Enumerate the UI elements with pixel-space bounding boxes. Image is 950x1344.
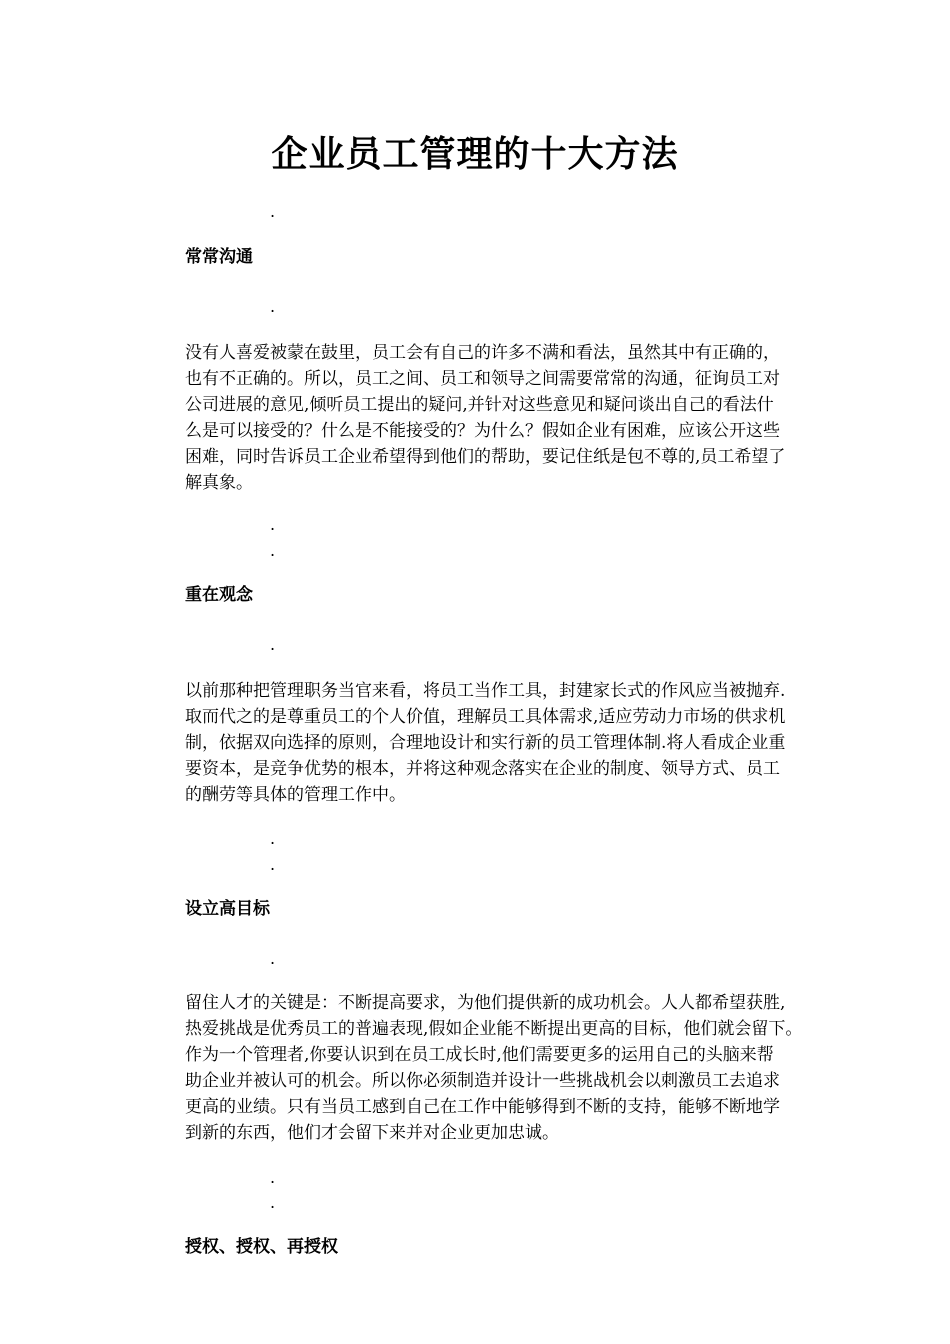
section-heading-mindset: 重在观念 [185, 585, 253, 605]
section-heading-empowerment: 授权、授权、再授权 [185, 1237, 338, 1257]
paragraph-line: 没有人喜爱被蒙在鼓里，员工会有自己的许多不满和看法，虽然其中有正确的， [185, 343, 780, 363]
paragraph-line: 留住人才的关键是：不断提高要求，为他们提供新的成功机会。人人都希望获胜, [185, 993, 786, 1013]
paragraph-line: 解真象。 [185, 473, 253, 493]
paragraph-line: 公司进展的意见,倾听员工提出的疑问,并针对这些意见和疑问谈出自己的看法什 [185, 395, 774, 415]
paragraph-line: 也有不正确的。所以，员工之间、员工和领导之间需要常常的沟通，征询员工对 [185, 369, 780, 389]
section-heading-communication: 常常沟通 [185, 247, 253, 267]
paragraph-line: 取而代之的是尊重员工的个人价值，理解员工具体需求,适应劳动力市场的供求机 [185, 707, 786, 727]
paragraph-line: 困难，同时告诉员工企业希望得到他们的帮助，要记住纸是包不尊的,员工希望了 [185, 447, 786, 467]
bullet-marker: . [270, 949, 276, 968]
bullet-marker: . [270, 635, 276, 654]
paragraph-line: 制，依据双向选择的原则，合理地设计和实行新的员工管理体制.将人看成企业重 [185, 733, 786, 753]
section-paragraph-mindset [185, 678, 870, 808]
bullet-marker: . [270, 515, 276, 534]
paragraph-line: 热爱挑战是优秀员工的普遍表现,假如企业能不断提出更高的目标，他们就会留下。 [185, 1019, 803, 1039]
paragraph-line: 以前那种把管理职务当官来看，将员工当作工具，封建家长式的作风应当被抛弃. [185, 681, 786, 701]
paragraph-line: 的酬劳等具体的管理工作中。 [185, 785, 406, 805]
bullet-marker: . [270, 541, 276, 560]
bullet-marker: . [270, 202, 276, 221]
bullet-marker: . [270, 1168, 276, 1187]
paragraph-line: 更高的业绩。只有当员工感到自己在工作中能够得到不断的支持，能够不断地学 [185, 1097, 780, 1117]
bullet-marker: . [270, 855, 276, 874]
paragraph-line: 么是可以接受的？什么是不能接受的？为什么？假如企业有困难，应该公开这些 [185, 421, 780, 441]
bullet-marker: . [270, 829, 276, 848]
section-paragraph-high-goals [185, 990, 870, 1146]
paragraph-line: 助企业并被认可的机会。所以你必须制造并设计一些挑战机会以刺激员工去追求 [185, 1071, 780, 1091]
document-title: 企业员工管理的十大方法 [271, 133, 679, 175]
bullet-marker: . [270, 297, 276, 316]
paragraph-line: 到新的东西，他们才会留下来并对企业更加忠诚。 [185, 1123, 559, 1143]
section-heading-high-goals: 设立高目标 [185, 899, 270, 919]
section-paragraph-communication [185, 340, 870, 496]
paragraph-line: 要资本，是竞争优势的根本，并将这种观念落实在企业的制度、领导方式、员工 [185, 759, 780, 779]
bullet-marker: . [270, 1193, 276, 1212]
paragraph-line: 作为一个管理者,你要认识到在员工成长时,他们需要更多的运用自己的头脑来帮 [185, 1045, 774, 1065]
